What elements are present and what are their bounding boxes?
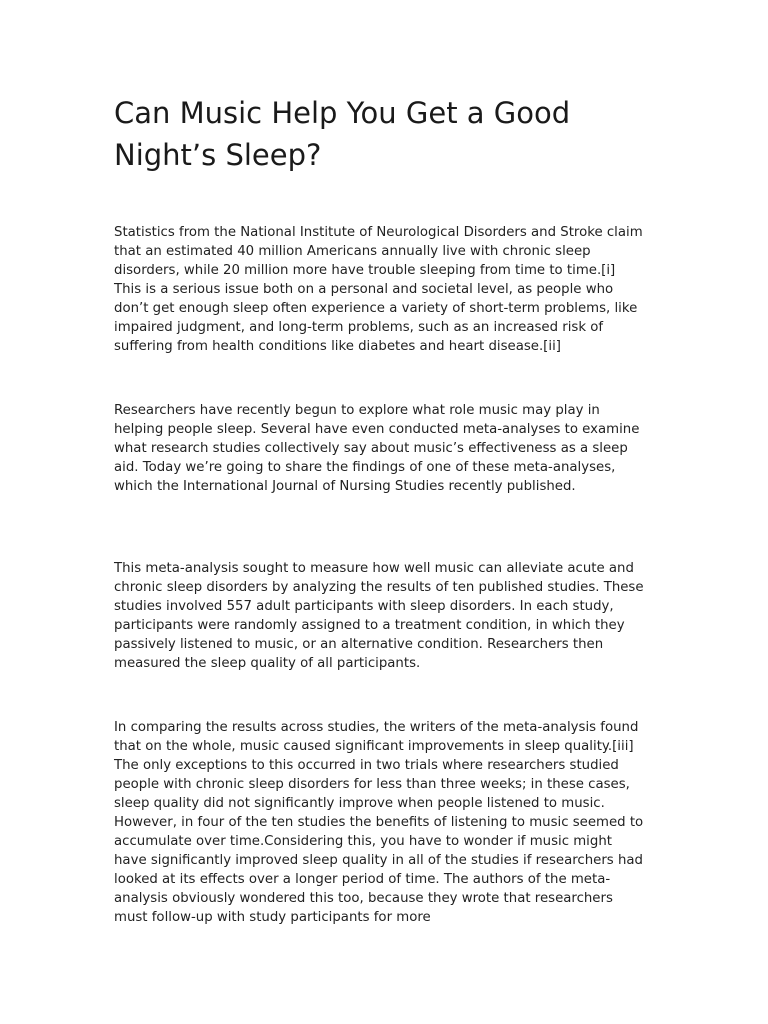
- paragraph-statistics: Statistics from the National Institute of Neurological Disorders and Stroke claim that an estimated 40 million Americans annually live with chronic sleep disorders, while 20 million more have trouble sleeping from time to time.[i] This is a serious issue both on a personal and societal level, as people who don’t get enough sleep often experience a variety of short-term problems, like impaired judgment, and long-term problems, such as an increased risk of suffering from health conditions like diabetes and heart disease.[ii]: [114, 225, 643, 354]
- paragraph-researchers: Researchers have recently begun to explore what role music may play in helping people sleep. Several have even conducted meta-analyses to examine what research studies collectively say about music’s effectiveness as a sleep aid. Today we’re going to share the findings of one of these meta-analyses, which the International Journal of Nursing Studies recently published.: [114, 403, 640, 494]
- paragraph-results: In comparing the results across studies, the writers of the meta-analysis found that on the whole, music caused significant improvements in sleep quality.[iii] The only exceptions to this occurred in two trials where researchers studied people with chronic sleep disorders for less than three weeks; in these cases, sleep quality did not significantly improve when people listened to music. However, in four of the ten studies the benefits of listening to music seemed to accumulate over time.Considering this, you have to wonder if music might have significantly improved sleep quality in all of the studies if researchers had looked at its effects over a longer period of time. The authors of the meta-analysis obviously wondered this too, because they wrote that researchers must follow-up with study participants for more: [114, 720, 644, 925]
- paragraph-meta-analysis: This meta-analysis sought to measure how well music can alleviate acute and chronic sleep disorders by analyzing the results of ten published studies. These studies involved 557 adult participants with sleep disorders. In each study, participants were randomly assigned to a treatment condition, in which they passively listened to music, or an alternative condition. Researchers then measured the sleep quality of all participants.: [114, 561, 644, 671]
- article-title: Can Music Help You Get a Good Night’s Sleep?: [114, 96, 571, 172]
